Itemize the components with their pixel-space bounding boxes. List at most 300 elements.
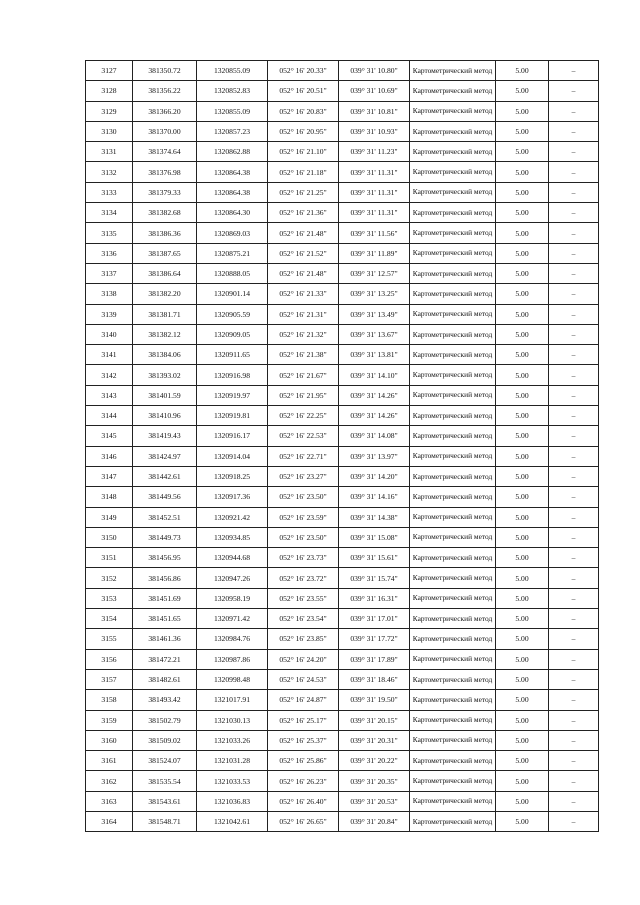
note-cell: – [549, 243, 599, 263]
method-cell: Картометрический метод [410, 548, 496, 568]
method-cell: Картометрический метод [410, 669, 496, 689]
x-coordinate-cell: 381366.20 [133, 101, 197, 121]
accuracy-cell: 5.00 [496, 121, 549, 141]
y-coordinate-cell: 1320901.14 [197, 284, 268, 304]
note-cell: – [549, 548, 599, 568]
method-cell: Картометрический метод [410, 345, 496, 365]
latitude-cell: 052° 16' 21.52" [268, 243, 339, 263]
longitude-cell: 039° 31' 13.25" [339, 284, 410, 304]
y-coordinate-cell: 1320864.38 [197, 182, 268, 202]
longitude-cell: 039° 31' 20.22" [339, 751, 410, 771]
method-cell: Картометрический метод [410, 142, 496, 162]
latitude-cell: 052° 16' 24.53" [268, 669, 339, 689]
longitude-cell: 039° 31' 20.53" [339, 791, 410, 811]
latitude-cell: 052° 16' 20.95" [268, 121, 339, 141]
table-row [86, 446, 599, 466]
longitude-cell: 039° 31' 19.50" [339, 690, 410, 710]
accuracy-cell: 5.00 [496, 548, 549, 568]
latitude-cell: 052° 16' 21.32" [268, 324, 339, 344]
point-number-cell: 3158 [86, 690, 133, 710]
note-cell: – [549, 568, 599, 588]
note-cell: – [549, 629, 599, 649]
y-coordinate-cell: 1320934.85 [197, 527, 268, 547]
point-number-cell: 3157 [86, 669, 133, 689]
x-coordinate-cell: 381370.00 [133, 121, 197, 141]
longitude-cell: 039° 31' 10.81" [339, 101, 410, 121]
y-coordinate-cell: 1320888.05 [197, 263, 268, 283]
table-row [86, 466, 599, 486]
accuracy-cell: 5.00 [496, 101, 549, 121]
y-coordinate-cell: 1320869.03 [197, 223, 268, 243]
x-coordinate-cell: 381451.65 [133, 609, 197, 629]
coordinates-table [85, 60, 599, 832]
point-number-cell: 3163 [86, 791, 133, 811]
longitude-cell: 039° 31' 17.89" [339, 649, 410, 669]
longitude-cell: 039° 31' 13.97" [339, 446, 410, 466]
table-row [86, 304, 599, 324]
table-row [86, 751, 599, 771]
longitude-cell: 039° 31' 17.72" [339, 629, 410, 649]
note-cell: – [549, 304, 599, 324]
point-number-cell: 3145 [86, 426, 133, 446]
x-coordinate-cell: 381424.97 [133, 446, 197, 466]
y-coordinate-cell: 1320919.97 [197, 385, 268, 405]
accuracy-cell: 5.00 [496, 649, 549, 669]
table-row [86, 101, 599, 121]
latitude-cell: 052° 16' 20.33" [268, 61, 339, 81]
method-cell: Картометрический метод [410, 304, 496, 324]
accuracy-cell: 5.00 [496, 345, 549, 365]
x-coordinate-cell: 381509.02 [133, 730, 197, 750]
table-row [86, 649, 599, 669]
latitude-cell: 052° 16' 25.86" [268, 751, 339, 771]
table-row [86, 284, 599, 304]
method-cell: Картометрический метод [410, 406, 496, 426]
y-coordinate-cell: 1320855.09 [197, 61, 268, 81]
note-cell: – [549, 182, 599, 202]
longitude-cell: 039° 31' 14.08" [339, 426, 410, 446]
longitude-cell: 039° 31' 15.74" [339, 568, 410, 588]
point-number-cell: 3140 [86, 324, 133, 344]
accuracy-cell: 5.00 [496, 710, 549, 730]
longitude-cell: 039° 31' 11.56" [339, 223, 410, 243]
accuracy-cell: 5.00 [496, 588, 549, 608]
accuracy-cell: 5.00 [496, 791, 549, 811]
method-cell: Картометрический метод [410, 771, 496, 791]
note-cell: – [549, 61, 599, 81]
longitude-cell: 039° 31' 12.57" [339, 263, 410, 283]
y-coordinate-cell: 1321042.61 [197, 811, 268, 831]
x-coordinate-cell: 381548.71 [133, 811, 197, 831]
note-cell: – [549, 527, 599, 547]
note-cell: – [549, 730, 599, 750]
table-row [86, 121, 599, 141]
latitude-cell: 052° 16' 20.51" [268, 81, 339, 101]
note-cell: – [549, 345, 599, 365]
accuracy-cell: 5.00 [496, 81, 549, 101]
accuracy-cell: 5.00 [496, 426, 549, 446]
point-number-cell: 3161 [86, 751, 133, 771]
table-row [86, 406, 599, 426]
latitude-cell: 052° 16' 23.55" [268, 588, 339, 608]
y-coordinate-cell: 1321036.83 [197, 791, 268, 811]
point-number-cell: 3151 [86, 548, 133, 568]
latitude-cell: 052° 16' 22.25" [268, 406, 339, 426]
table-row [86, 710, 599, 730]
table-row [86, 223, 599, 243]
y-coordinate-cell: 1320916.98 [197, 365, 268, 385]
note-cell: – [549, 365, 599, 385]
table-row [86, 142, 599, 162]
x-coordinate-cell: 381456.86 [133, 568, 197, 588]
latitude-cell: 052° 16' 25.37" [268, 730, 339, 750]
point-number-cell: 3139 [86, 304, 133, 324]
latitude-cell: 052° 16' 26.65" [268, 811, 339, 831]
accuracy-cell: 5.00 [496, 771, 549, 791]
longitude-cell: 039° 31' 11.89" [339, 243, 410, 263]
longitude-cell: 039° 31' 20.35" [339, 771, 410, 791]
note-cell: – [549, 690, 599, 710]
point-number-cell: 3130 [86, 121, 133, 141]
y-coordinate-cell: 1320864.30 [197, 203, 268, 223]
longitude-cell: 039° 31' 10.93" [339, 121, 410, 141]
note-cell: – [549, 710, 599, 730]
table-row [86, 263, 599, 283]
method-cell: Картометрический метод [410, 466, 496, 486]
x-coordinate-cell: 381386.36 [133, 223, 197, 243]
x-coordinate-cell: 381493.42 [133, 690, 197, 710]
accuracy-cell: 5.00 [496, 263, 549, 283]
note-cell: – [549, 791, 599, 811]
x-coordinate-cell: 381452.51 [133, 507, 197, 527]
note-cell: – [549, 507, 599, 527]
latitude-cell: 052° 16' 25.17" [268, 710, 339, 730]
accuracy-cell: 5.00 [496, 142, 549, 162]
latitude-cell: 052° 16' 23.27" [268, 466, 339, 486]
method-cell: Картометрический метод [410, 81, 496, 101]
y-coordinate-cell: 1320864.38 [197, 162, 268, 182]
point-number-cell: 3152 [86, 568, 133, 588]
x-coordinate-cell: 381535.54 [133, 771, 197, 791]
longitude-cell: 039° 31' 16.31" [339, 588, 410, 608]
note-cell: – [549, 162, 599, 182]
accuracy-cell: 5.00 [496, 304, 549, 324]
note-cell: – [549, 426, 599, 446]
x-coordinate-cell: 381387.65 [133, 243, 197, 263]
point-number-cell: 3144 [86, 406, 133, 426]
method-cell: Картометрический метод [410, 609, 496, 629]
longitude-cell: 039° 31' 13.49" [339, 304, 410, 324]
point-number-cell: 3160 [86, 730, 133, 750]
y-coordinate-cell: 1320916.17 [197, 426, 268, 446]
latitude-cell: 052° 16' 21.48" [268, 223, 339, 243]
latitude-cell: 052° 16' 23.85" [268, 629, 339, 649]
accuracy-cell: 5.00 [496, 629, 549, 649]
longitude-cell: 039° 31' 14.38" [339, 507, 410, 527]
table-row [86, 385, 599, 405]
latitude-cell: 052° 16' 22.71" [268, 446, 339, 466]
note-cell: – [549, 142, 599, 162]
table-row [86, 487, 599, 507]
latitude-cell: 052° 16' 23.72" [268, 568, 339, 588]
y-coordinate-cell: 1320875.21 [197, 243, 268, 263]
x-coordinate-cell: 381382.68 [133, 203, 197, 223]
longitude-cell: 039° 31' 20.84" [339, 811, 410, 831]
longitude-cell: 039° 31' 14.26" [339, 406, 410, 426]
note-cell: – [549, 81, 599, 101]
note-cell: – [549, 101, 599, 121]
note-cell: – [549, 121, 599, 141]
y-coordinate-cell: 1321033.53 [197, 771, 268, 791]
note-cell: – [549, 751, 599, 771]
point-number-cell: 3156 [86, 649, 133, 669]
method-cell: Картометрический метод [410, 527, 496, 547]
latitude-cell: 052° 16' 23.54" [268, 609, 339, 629]
point-number-cell: 3147 [86, 466, 133, 486]
method-cell: Картометрический метод [410, 487, 496, 507]
latitude-cell: 052° 16' 24.87" [268, 690, 339, 710]
y-coordinate-cell: 1321017.91 [197, 690, 268, 710]
point-number-cell: 3159 [86, 710, 133, 730]
point-number-cell: 3127 [86, 61, 133, 81]
note-cell: – [549, 466, 599, 486]
longitude-cell: 039° 31' 11.23" [339, 142, 410, 162]
accuracy-cell: 5.00 [496, 365, 549, 385]
table-row [86, 588, 599, 608]
table-row [86, 730, 599, 750]
x-coordinate-cell: 381381.71 [133, 304, 197, 324]
y-coordinate-cell: 1321031.28 [197, 751, 268, 771]
x-coordinate-cell: 381379.33 [133, 182, 197, 202]
method-cell: Картометрический метод [410, 710, 496, 730]
method-cell: Картометрический метод [410, 568, 496, 588]
table-row [86, 426, 599, 446]
point-number-cell: 3155 [86, 629, 133, 649]
latitude-cell: 052° 16' 24.20" [268, 649, 339, 669]
accuracy-cell: 5.00 [496, 609, 549, 629]
longitude-cell: 039° 31' 14.16" [339, 487, 410, 507]
y-coordinate-cell: 1321033.26 [197, 730, 268, 750]
point-number-cell: 3153 [86, 588, 133, 608]
accuracy-cell: 5.00 [496, 324, 549, 344]
table-row [86, 548, 599, 568]
note-cell: – [549, 669, 599, 689]
x-coordinate-cell: 381386.64 [133, 263, 197, 283]
latitude-cell: 052° 16' 21.31" [268, 304, 339, 324]
method-cell: Картометрический метод [410, 426, 496, 446]
y-coordinate-cell: 1320984.76 [197, 629, 268, 649]
method-cell: Картометрический метод [410, 284, 496, 304]
method-cell: Картометрический метод [410, 791, 496, 811]
latitude-cell: 052° 16' 21.33" [268, 284, 339, 304]
accuracy-cell: 5.00 [496, 751, 549, 771]
accuracy-cell: 5.00 [496, 730, 549, 750]
point-number-cell: 3128 [86, 81, 133, 101]
method-cell: Картометрический метод [410, 690, 496, 710]
x-coordinate-cell: 381374.64 [133, 142, 197, 162]
longitude-cell: 039° 31' 11.31" [339, 182, 410, 202]
accuracy-cell: 5.00 [496, 385, 549, 405]
accuracy-cell: 5.00 [496, 406, 549, 426]
longitude-cell: 039° 31' 20.15" [339, 710, 410, 730]
method-cell: Картометрический метод [410, 629, 496, 649]
point-number-cell: 3137 [86, 263, 133, 283]
x-coordinate-cell: 381543.61 [133, 791, 197, 811]
table-row [86, 61, 599, 81]
method-cell: Картометрический метод [410, 263, 496, 283]
y-coordinate-cell: 1320909.05 [197, 324, 268, 344]
latitude-cell: 052° 16' 23.59" [268, 507, 339, 527]
x-coordinate-cell: 381472.21 [133, 649, 197, 669]
point-number-cell: 3141 [86, 345, 133, 365]
longitude-cell: 039° 31' 15.08" [339, 527, 410, 547]
y-coordinate-cell: 1320855.09 [197, 101, 268, 121]
note-cell: – [549, 385, 599, 405]
longitude-cell: 039° 31' 13.81" [339, 345, 410, 365]
longitude-cell: 039° 31' 15.61" [339, 548, 410, 568]
table-row [86, 243, 599, 263]
longitude-cell: 039° 31' 14.26" [339, 385, 410, 405]
method-cell: Картометрический метод [410, 365, 496, 385]
point-number-cell: 3150 [86, 527, 133, 547]
latitude-cell: 052° 16' 21.18" [268, 162, 339, 182]
latitude-cell: 052° 16' 23.73" [268, 548, 339, 568]
longitude-cell: 039° 31' 14.20" [339, 466, 410, 486]
x-coordinate-cell: 381393.02 [133, 365, 197, 385]
longitude-cell: 039° 31' 20.31" [339, 730, 410, 750]
latitude-cell: 052° 16' 23.50" [268, 527, 339, 547]
point-number-cell: 3133 [86, 182, 133, 202]
x-coordinate-cell: 381449.73 [133, 527, 197, 547]
method-cell: Картометрический метод [410, 243, 496, 263]
point-number-cell: 3148 [86, 487, 133, 507]
y-coordinate-cell: 1320911.65 [197, 345, 268, 365]
method-cell: Картометрический метод [410, 121, 496, 141]
accuracy-cell: 5.00 [496, 690, 549, 710]
table-row [86, 690, 599, 710]
x-coordinate-cell: 381419.43 [133, 426, 197, 446]
point-number-cell: 3134 [86, 203, 133, 223]
latitude-cell: 052° 16' 21.36" [268, 203, 339, 223]
accuracy-cell: 5.00 [496, 61, 549, 81]
method-cell: Картометрический метод [410, 446, 496, 466]
y-coordinate-cell: 1321030.13 [197, 710, 268, 730]
accuracy-cell: 5.00 [496, 203, 549, 223]
latitude-cell: 052° 16' 21.95" [268, 385, 339, 405]
method-cell: Картометрический метод [410, 182, 496, 202]
note-cell: – [549, 446, 599, 466]
table-row [86, 365, 599, 385]
latitude-cell: 052° 16' 21.67" [268, 365, 339, 385]
accuracy-cell: 5.00 [496, 487, 549, 507]
method-cell: Картометрический метод [410, 730, 496, 750]
point-number-cell: 3143 [86, 385, 133, 405]
table-row [86, 669, 599, 689]
table-row [86, 629, 599, 649]
x-coordinate-cell: 381382.12 [133, 324, 197, 344]
point-number-cell: 3154 [86, 609, 133, 629]
longitude-cell: 039° 31' 14.10" [339, 365, 410, 385]
latitude-cell: 052° 16' 23.50" [268, 487, 339, 507]
accuracy-cell: 5.00 [496, 466, 549, 486]
x-coordinate-cell: 381442.61 [133, 466, 197, 486]
method-cell: Картометрический метод [410, 751, 496, 771]
y-coordinate-cell: 1320987.86 [197, 649, 268, 669]
accuracy-cell: 5.00 [496, 162, 549, 182]
x-coordinate-cell: 381410.96 [133, 406, 197, 426]
table-row [86, 609, 599, 629]
table-row [86, 182, 599, 202]
latitude-cell: 052° 16' 26.40" [268, 791, 339, 811]
longitude-cell: 039° 31' 11.31" [339, 203, 410, 223]
y-coordinate-cell: 1320998.48 [197, 669, 268, 689]
longitude-cell: 039° 31' 13.67" [339, 324, 410, 344]
point-number-cell: 3132 [86, 162, 133, 182]
method-cell: Картометрический метод [410, 61, 496, 81]
y-coordinate-cell: 1320862.88 [197, 142, 268, 162]
table-row [86, 162, 599, 182]
point-number-cell: 3142 [86, 365, 133, 385]
y-coordinate-cell: 1320958.19 [197, 588, 268, 608]
table-row [86, 324, 599, 344]
accuracy-cell: 5.00 [496, 243, 549, 263]
method-cell: Картометрический метод [410, 649, 496, 669]
latitude-cell: 052° 16' 21.25" [268, 182, 339, 202]
y-coordinate-cell: 1320918.25 [197, 466, 268, 486]
y-coordinate-cell: 1320919.81 [197, 406, 268, 426]
accuracy-cell: 5.00 [496, 182, 549, 202]
note-cell: – [549, 263, 599, 283]
accuracy-cell: 5.00 [496, 811, 549, 831]
note-cell: – [549, 324, 599, 344]
y-coordinate-cell: 1320944.68 [197, 548, 268, 568]
note-cell: – [549, 203, 599, 223]
x-coordinate-cell: 381382.20 [133, 284, 197, 304]
method-cell: Картометрический метод [410, 385, 496, 405]
note-cell: – [549, 609, 599, 629]
table-row [86, 81, 599, 101]
x-coordinate-cell: 381451.69 [133, 588, 197, 608]
method-cell: Картометрический метод [410, 101, 496, 121]
latitude-cell: 052° 16' 21.38" [268, 345, 339, 365]
y-coordinate-cell: 1320947.26 [197, 568, 268, 588]
point-number-cell: 3146 [86, 446, 133, 466]
accuracy-cell: 5.00 [496, 284, 549, 304]
x-coordinate-cell: 381376.98 [133, 162, 197, 182]
latitude-cell: 052° 16' 21.10" [268, 142, 339, 162]
point-number-cell: 3149 [86, 507, 133, 527]
latitude-cell: 052° 16' 26.23" [268, 771, 339, 791]
note-cell: – [549, 771, 599, 791]
table-row [86, 345, 599, 365]
x-coordinate-cell: 381482.61 [133, 669, 197, 689]
y-coordinate-cell: 1320857.23 [197, 121, 268, 141]
point-number-cell: 3129 [86, 101, 133, 121]
y-coordinate-cell: 1320914.04 [197, 446, 268, 466]
x-coordinate-cell: 381524.07 [133, 751, 197, 771]
table-row [86, 568, 599, 588]
y-coordinate-cell: 1320852.83 [197, 81, 268, 101]
x-coordinate-cell: 381449.56 [133, 487, 197, 507]
table-row [86, 771, 599, 791]
y-coordinate-cell: 1320971.42 [197, 609, 268, 629]
method-cell: Картометрический метод [410, 162, 496, 182]
note-cell: – [549, 284, 599, 304]
point-number-cell: 3131 [86, 142, 133, 162]
method-cell: Картометрический метод [410, 203, 496, 223]
point-number-cell: 3136 [86, 243, 133, 263]
accuracy-cell: 5.00 [496, 568, 549, 588]
